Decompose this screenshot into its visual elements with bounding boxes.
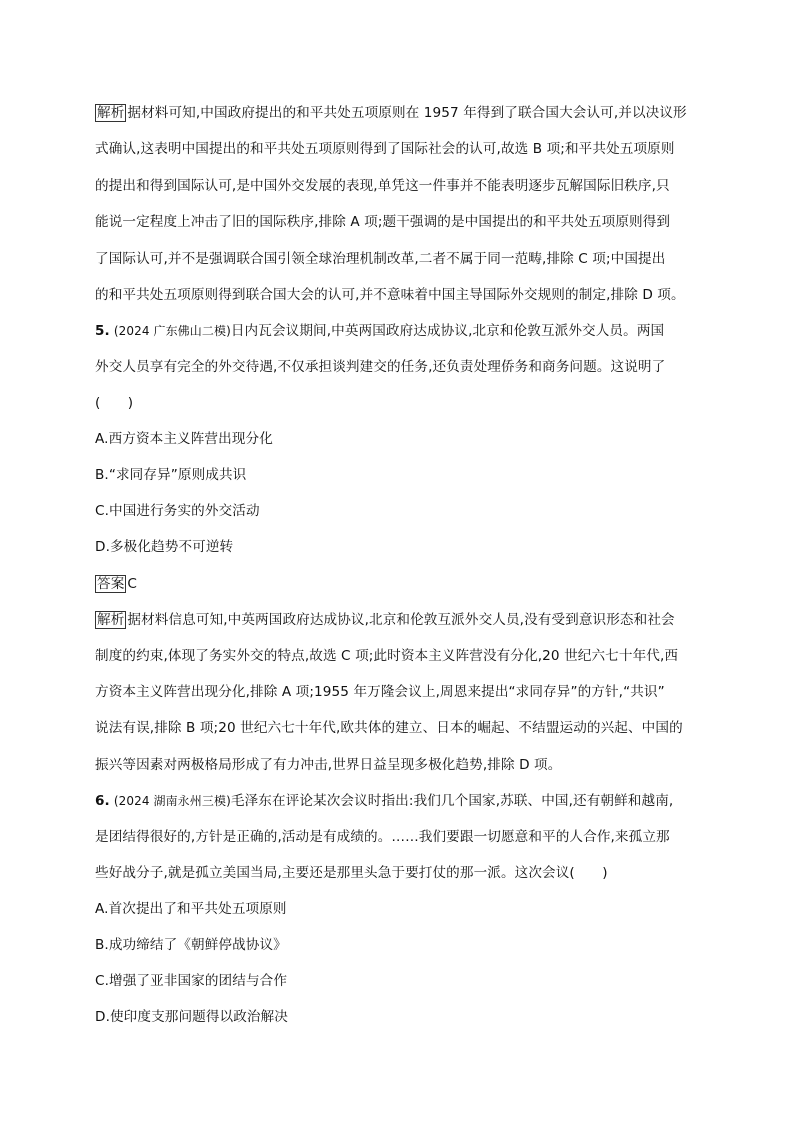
question5-answer xyxy=(95,575,715,593)
analysis4-line-5: 了国际认可,并不是强调联合国引领全球治理机制改革,二者不属于同一范畴,排除 C 项;中国提出 xyxy=(95,251,666,267)
answer-tag: 答案 xyxy=(97,576,125,592)
analysis-tag: 解析 xyxy=(97,105,125,121)
question6-stem-line-1 xyxy=(95,792,715,810)
question6-option-b: B.成功缔结了《朝鲜停战协议》 xyxy=(95,937,287,953)
question5-analysis-line-5: 振兴等因素对两极格局形成了有力冲击,世界日益呈现多极化趋势,排除 D 项。 xyxy=(95,757,562,773)
question-number: 5. xyxy=(95,323,110,339)
question6-stem-line-2: 是团结得很好的,方针是正确的,活动是有成绩的。……我们要跟一切愿意和平的人合作,来孤立那 xyxy=(95,829,670,845)
question5-option-a: A.西方资本主义阵营出现分化 xyxy=(95,431,273,447)
question5-option-c: C.中国进行务实的外交活动 xyxy=(95,503,260,519)
analysis4-line-1 xyxy=(95,104,715,122)
question-source: (2024 广东佛山二模) xyxy=(113,324,231,338)
question5-analysis-line-3: 方资本主义阵营出现分化,排除 A 项;1955 年万隆会议上,周恩来提出“求同存异”的方针,“共识” xyxy=(95,684,665,700)
question5-stem-line-1 xyxy=(95,322,715,340)
question5-option-b: B.“求同存异”原则成共识 xyxy=(95,467,247,483)
analysis4-line-3: 的提出和得到国际认可,是中国外交发展的表现,单凭这一件事并不能表明逐步瓦解国际旧秩序,只 xyxy=(95,178,670,194)
question5-analysis-line-2: 制度的约束,体现了务实外交的特点,故选 C 项;此时资本主义阵营没有分化,20 世纪六七十年代,西 xyxy=(95,648,679,664)
question5-stem-line-3: ( ) xyxy=(95,395,134,411)
question-stem: 毛泽东在评论某次会议时指出:我们几个国家,苏联、中国,还有朝鲜和越南, xyxy=(230,793,674,809)
analysis-text: 据材料信息可知,中英两国政府达成协议,北京和伦敦互派外交人员,没有受到意识形态和社会 xyxy=(127,612,675,628)
question5-analysis-line-4: 说法有误,排除 B 项;20 世纪六七十年代,欧共体的建立、日本的崛起、不结盟运动的兴起、中国的 xyxy=(95,720,683,736)
question6-option-d: D.使印度支那问题得以政治解决 xyxy=(95,1009,289,1025)
question5-analysis-line-1 xyxy=(95,611,715,629)
question-stem: 日内瓦会议期间,中英两国政府达成协议,北京和伦敦互派外交人员。两国 xyxy=(230,323,665,339)
analysis-text: 据材料可知,中国政府提出的和平共处五项原则在 1957 年得到了联合国大会认可,并以决议形 xyxy=(127,105,687,121)
question-number: 6. xyxy=(95,793,110,809)
analysis4-line-6: 的和平共处五项原则得到联合国大会的认可,并不意味着中国主导国际外交规则的制定,排除 D 项。 xyxy=(95,287,685,303)
question5-option-d: D.多极化趋势不可逆转 xyxy=(95,539,234,555)
analysis4-line-2: 式确认,这表明中国提出的和平共处五项原则得到了国际社会的认可,故选 B 项;和平共处五项原则 xyxy=(95,141,675,157)
question6-option-c: C.增强了亚非国家的团结与合作 xyxy=(95,973,288,989)
question5-stem-line-2: 外交人员享有完全的外交待遇,不仅承担谈判建交的任务,还负责处理侨务和商务问题。这说明了 xyxy=(95,359,666,375)
answer-value: C xyxy=(127,576,137,592)
analysis-tag: 解析 xyxy=(97,612,125,628)
question6-option-a: A.首次提出了和平共处五项原则 xyxy=(95,901,287,917)
question6-stem-line-3: 些好战分子,就是孤立美国当局,主要还是那里头急于要打仗的那一派。这次会议( ) xyxy=(95,865,608,881)
question-source: (2024 湖南永州三模) xyxy=(113,794,231,808)
analysis4-line-4: 能说一定程度上冲击了旧的国际秩序,排除 A 项;题干强调的是中国提出的和平共处五项原则得到 xyxy=(95,214,671,230)
